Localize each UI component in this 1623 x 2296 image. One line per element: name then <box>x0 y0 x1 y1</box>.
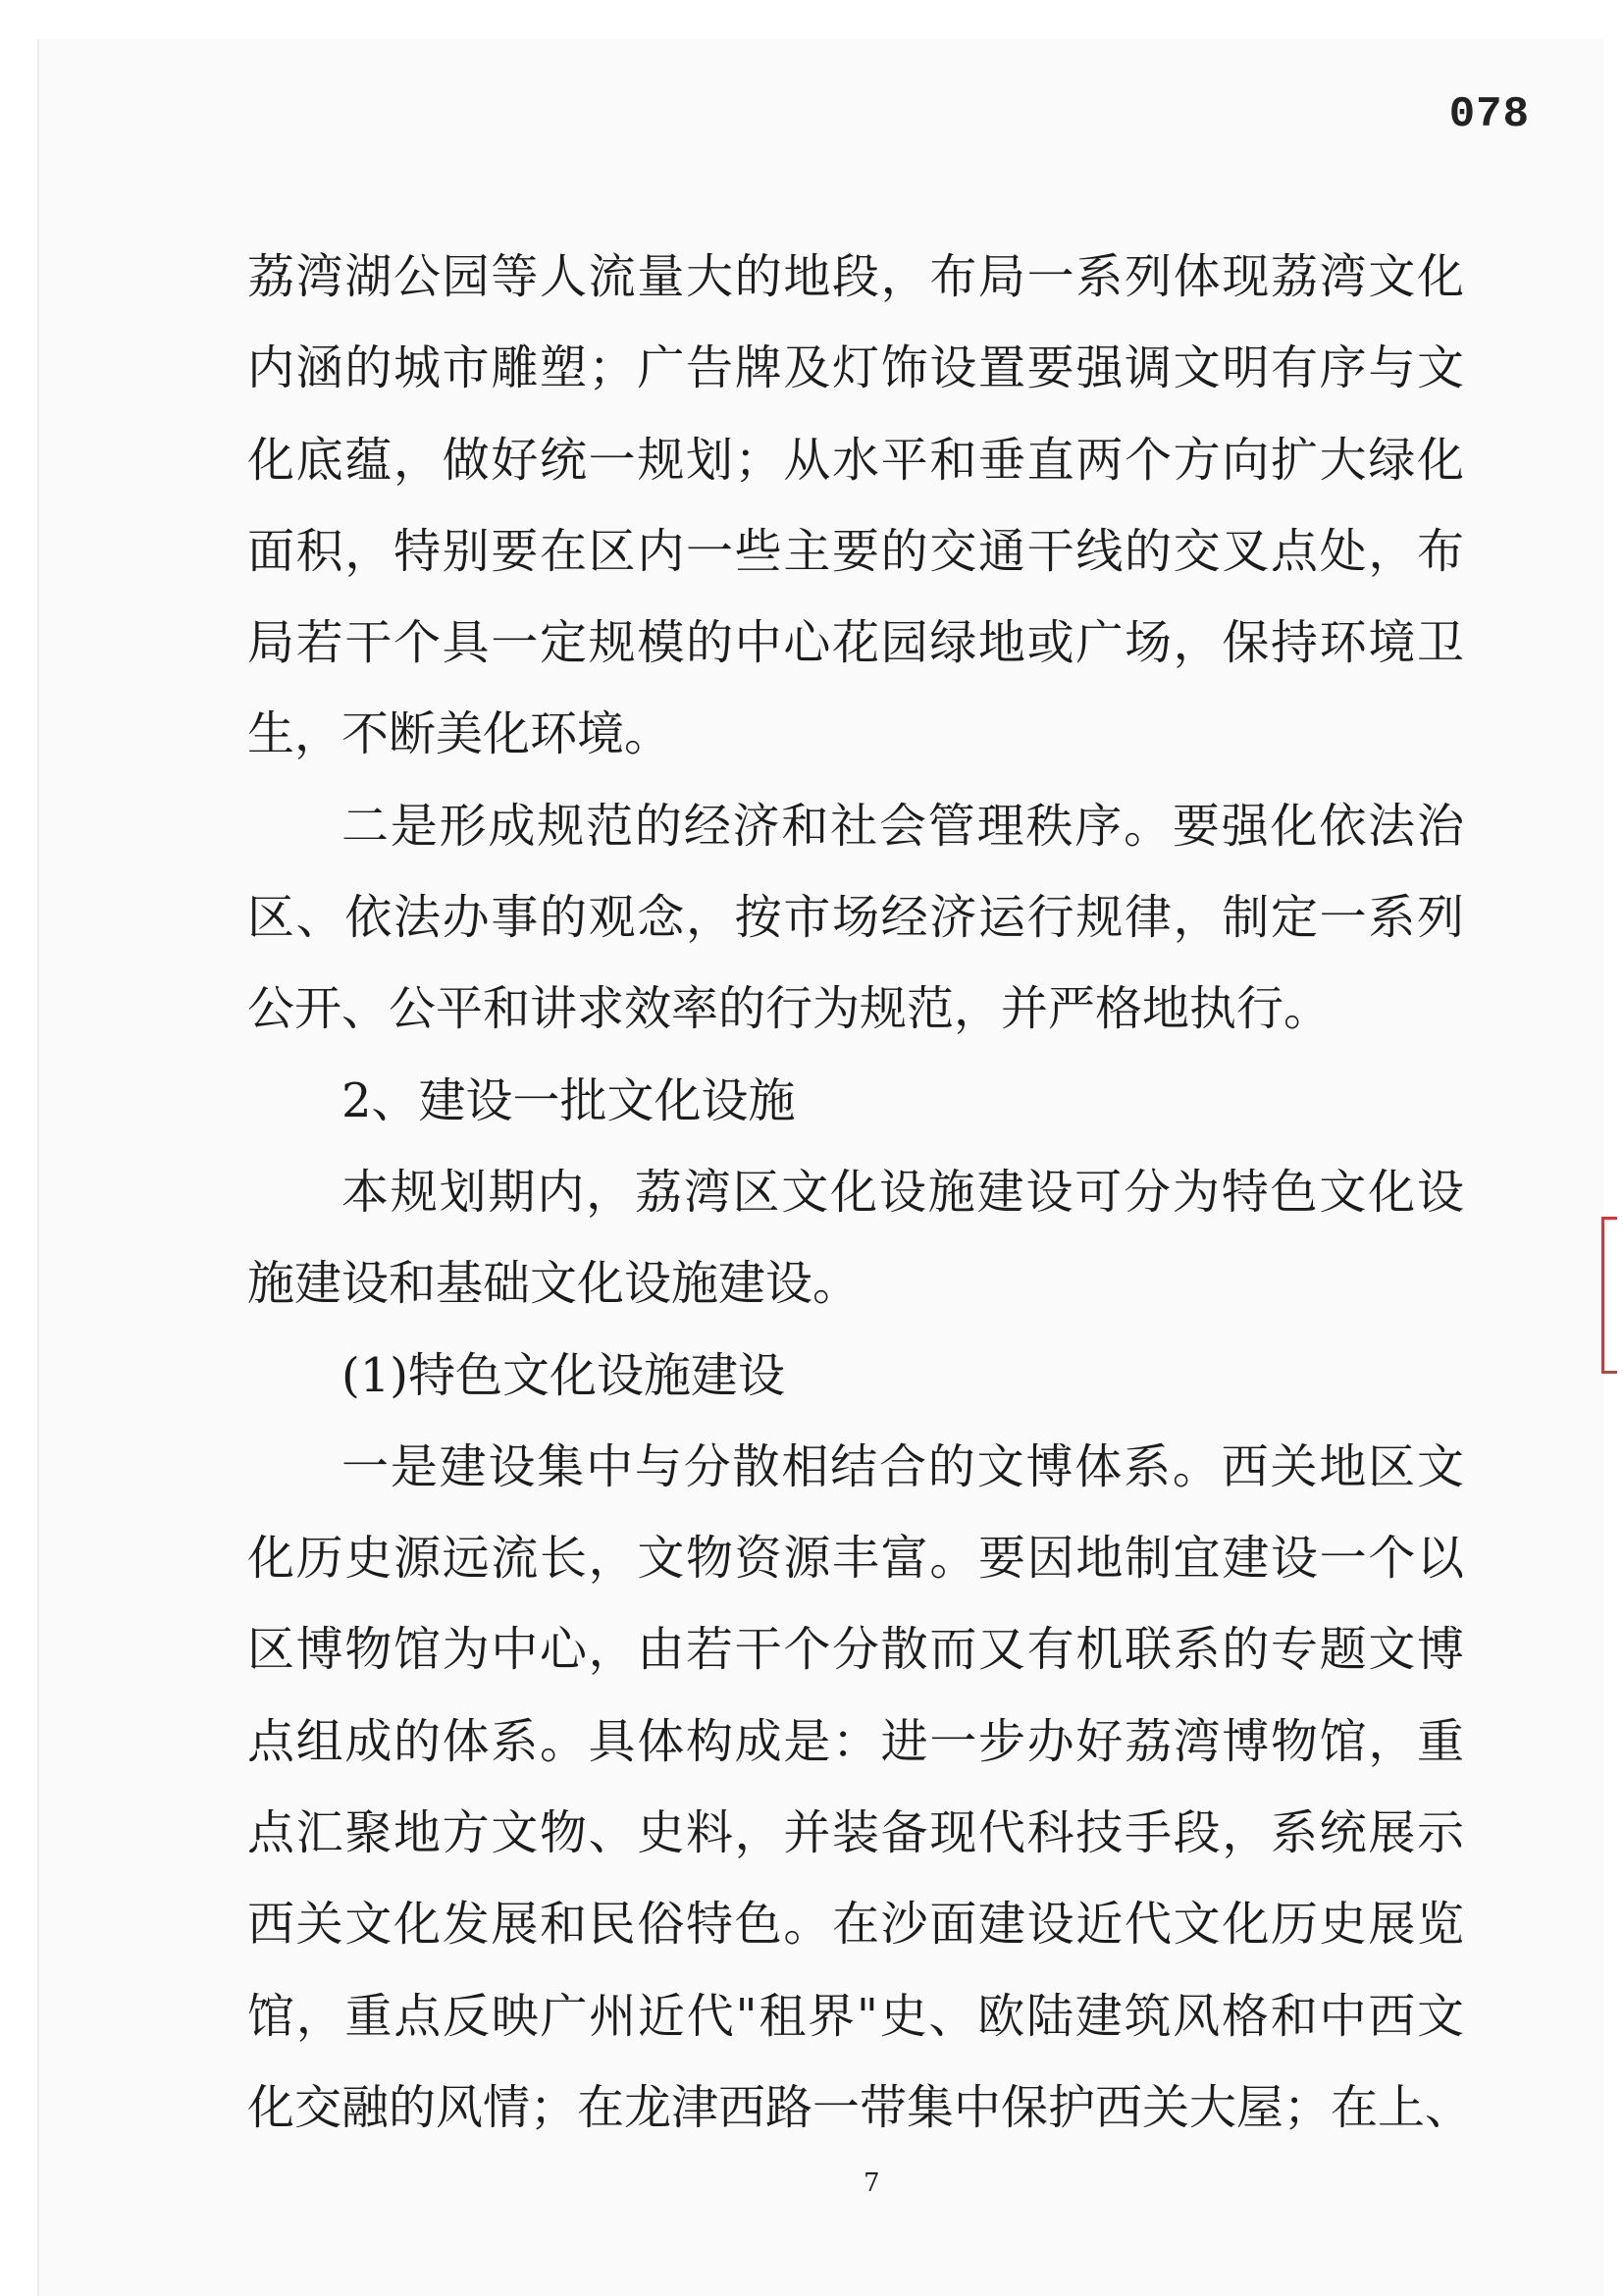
text-line: 化交融的风情；在龙津西路一带集中保护西关大屋；在上、 <box>247 2079 1473 2135</box>
text-line: 公开、公平和讲求效率的行为规范，并严格地执行。 <box>247 981 1332 1037</box>
text-line: 本规划期内，荔湾区文化设施建设可分为特色文化设 <box>341 1164 1464 1220</box>
text-line: 点汇聚地方文物、史料，并装备现代科技手段，系统展示 <box>247 1805 1464 1861</box>
page-number-top: 078 <box>1448 90 1530 139</box>
body-text <box>247 232 1473 2154</box>
text-line: 西关文化发展和民俗特色。在沙面建设近代文化历史展览 <box>247 1897 1464 1953</box>
text-line: 一是建设集中与分散相结合的文博体系。西关地区文 <box>341 1438 1464 1494</box>
text-line: 区、依法办事的观念，按市场经济运行规律，制定一系列 <box>247 890 1464 946</box>
text-line: 点组成的体系。具体构成是：进一步办好荔湾博物馆，重 <box>247 1713 1464 1769</box>
text-line: 生，不断美化环境。 <box>247 706 672 762</box>
subsection-heading: (1)特色文化设施建设 <box>341 1347 785 1403</box>
text-line: 化底蕴，做好统一规划；从水平和垂直两个方向扩大绿化 <box>247 432 1464 488</box>
text-line: 化历史源远流长，文物资源丰富。要因地制宜建设一个以 <box>247 1531 1464 1587</box>
section-heading: 2、建设一批文化设施 <box>341 1072 796 1128</box>
text-line: 荔湾湖公园等人流量大的地段，布局一系列体现荔湾文化 <box>247 249 1464 304</box>
red-stamp-mark <box>1601 1217 1623 1374</box>
text-line: 局若干个具一定规模的中心花园绿地或广场，保持环境卫 <box>247 615 1464 671</box>
text-line: 内涵的城市雕塑；广告牌及灯饰设置要强调文明有序与文 <box>247 340 1464 396</box>
text-line: 区博物馆为中心，由若干个分散而又有机联系的专题文博 <box>247 1622 1464 1678</box>
page-number-bottom: 7 <box>864 2168 880 2198</box>
text-line: 馆，重点反映广州近代"租界"史、欧陆建筑风格和中西文 <box>247 1988 1464 2044</box>
text-line: 施建设和基础文化设施建设。 <box>247 1256 861 1312</box>
text-line: 二是形成规范的经济和社会管理秩序。要强化依法治 <box>341 798 1464 854</box>
text-line: 面积，特别要在区内一些主要的交通干线的交叉点处，布 <box>247 523 1464 579</box>
document-page <box>37 39 1603 2296</box>
